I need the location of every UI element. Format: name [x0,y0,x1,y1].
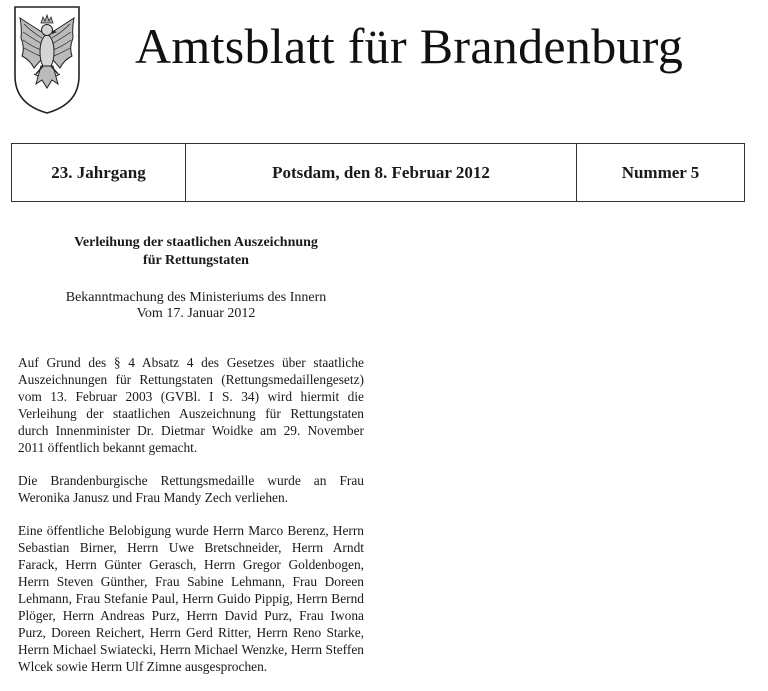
brandenburg-eagle-icon [12,4,82,116]
article-subtitle [18,290,364,322]
article-paragraph: Die Brandenburgische Rettungsmedaille wurde an Frau Weronika Janusz und Frau Mandy Zech verliehen. [18,473,364,505]
article-paragraph: Eine öffentliche Belobigung wurde Herrn Marco Berenz, Herrn Sebastian Birner, Herrn Uwe Bretschneider, Herrn Arndt Farack, Herrn Günter Gerasch, Herrn Gregor Goldenbogen, Herrn Steven Günther, Frau Sabine Lehmann, Frau Doreen Lehmann, Frau Stefanie Paul, Herrn Guido Pippig, Herrn Bernd Plöger, Herrn Andreas Purz, Herrn David Purz, Frau Iwona Purz, Doreen Reichert, Herrn Gerd Ritter, Herrn Reno Starke, Herrn Michael Swiatecki, Herrn Michael Wenzke, Herrn Steffen Wlcek sowie Herrn Ulf Zimne ausgesprochen. [18,523,364,674]
article-date-line: Vom 17. Januar 2012 [136,306,256,321]
article [18,234,364,691]
article-title [18,234,364,270]
article-title-line: für Rettungstaten [143,253,249,268]
article-paragraph: Auf Grund des § 4 Absatz 4 des Gesetzes über staatliche Auszeichnungen für Rettungstaten (Rettungsmedaillengesetz) vom 13. Februar 2003 (GVBl. I S. 34) wird hiermit die Verleihung der staatlichen Auszeichnung für Rettungstaten durch Innenminister Dr. Dietmar Woidke am 29. November 2011 öffentlich bekannt gemacht. [18,355,364,455]
place-date-cell: Potsdam, den 8. Februar 2012 [186,144,577,201]
masthead-title: Amtsblatt für Brandenburg [135,18,684,74]
article-title-line: Verleihung der staatlichen Auszeichnung [74,235,318,250]
issue-number-cell: Nummer 5 [621,162,700,182]
article-subtitle-line: Bekanntmachung des Ministeriums des Innern [65,290,327,305]
volume-cell: 23. Jahrgang [12,144,186,201]
issue-info-bar [11,143,745,202]
